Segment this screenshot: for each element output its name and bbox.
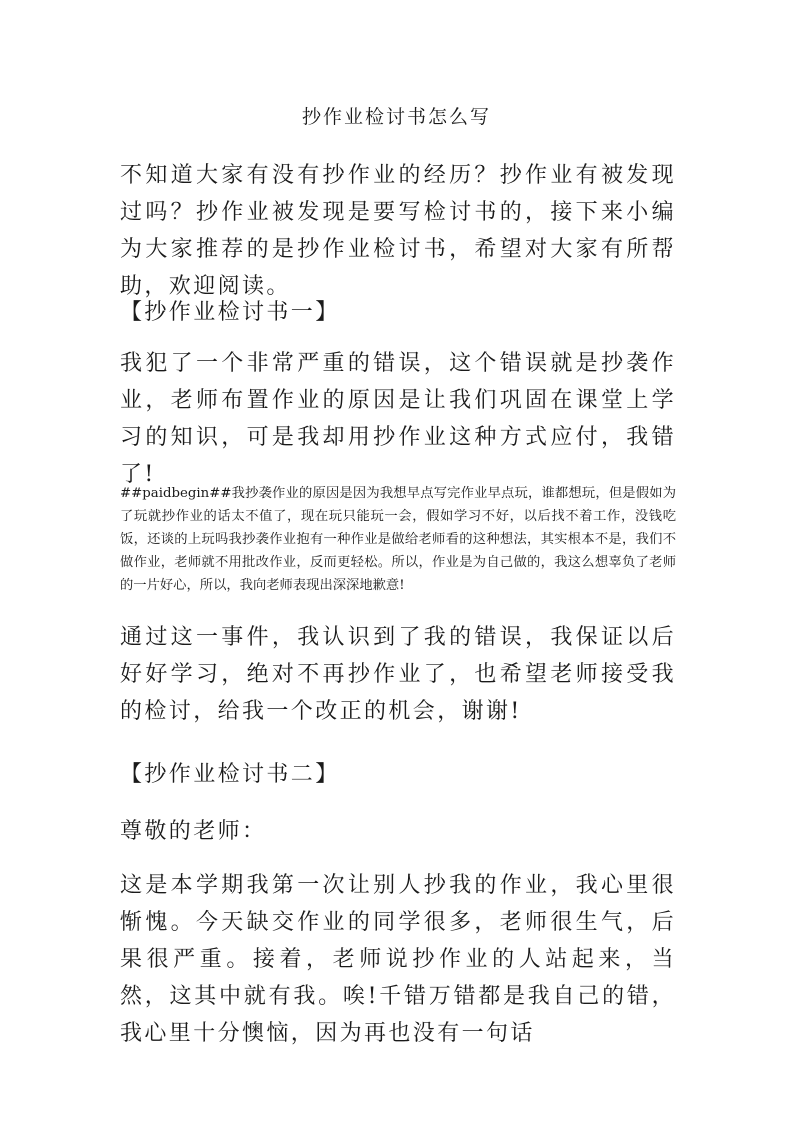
document-title: 抄作业检讨书怎么写 bbox=[301, 106, 491, 128]
section-two-heading: 【抄作业检讨书二】 bbox=[120, 762, 340, 787]
section-one-heading: 【抄作业检讨书一】 bbox=[120, 300, 340, 325]
section-two-paragraph-1: 这是本学期我第一次让别人抄我的作业，我心里很惭愧。今天缺交作业的同学很多，老师很生气，后果很严重。接着，老师说抄作业的人站起来，当然，这其中就有我。唉!千错万错都是我自己的错，我心里十分懊恼，因为再也没有一句话 bbox=[120, 873, 676, 1046]
section-one-paragraph-1: 我犯了一个非常严重的错误，这个错误就是抄袭作业，老师布置作业的原因是让我们巩固在课堂上学习的知识，可是我却用抄作业这种方式应付，我错了! bbox=[120, 351, 676, 487]
section-two-salutation: 尊敬的老师： bbox=[120, 819, 267, 844]
section-one-paragraph-3: 通过这一事件，我认识到了我的错误，我保证以后好好学习，绝对不再抄作业了，也希望老师接受我的检讨，给我一个改正的机会，谢谢! bbox=[120, 625, 676, 724]
intro-paragraph: 不知道大家有没有抄作业的经历？抄作业有被发现过吗？抄作业被发现是要写检讨书的，接下来小编为大家推荐的是抄作业检讨书，希望对大家有所帮助，欢迎阅读。 bbox=[120, 163, 676, 299]
section-one-paragraph-2: ##paidbegin##我抄袭作业的原因是因为我想早点写完作业早点玩，谁都想玩，但是假如为了玩就抄作业的话太不值了，现在玩只能玩一会，假如学习不好，以后找不着工作，没钱吃饭，还谈的上玩吗我抄袭作业抱有一种作业是做给老师看的这种想法，其实根本不是，我们不做作业，老师就不用批改作业，反而更轻松。所以，作业是为自己做的，我这么想辜负了老师的一片好心，所以，我向老师表现出深深地歉意! bbox=[120, 486, 676, 593]
